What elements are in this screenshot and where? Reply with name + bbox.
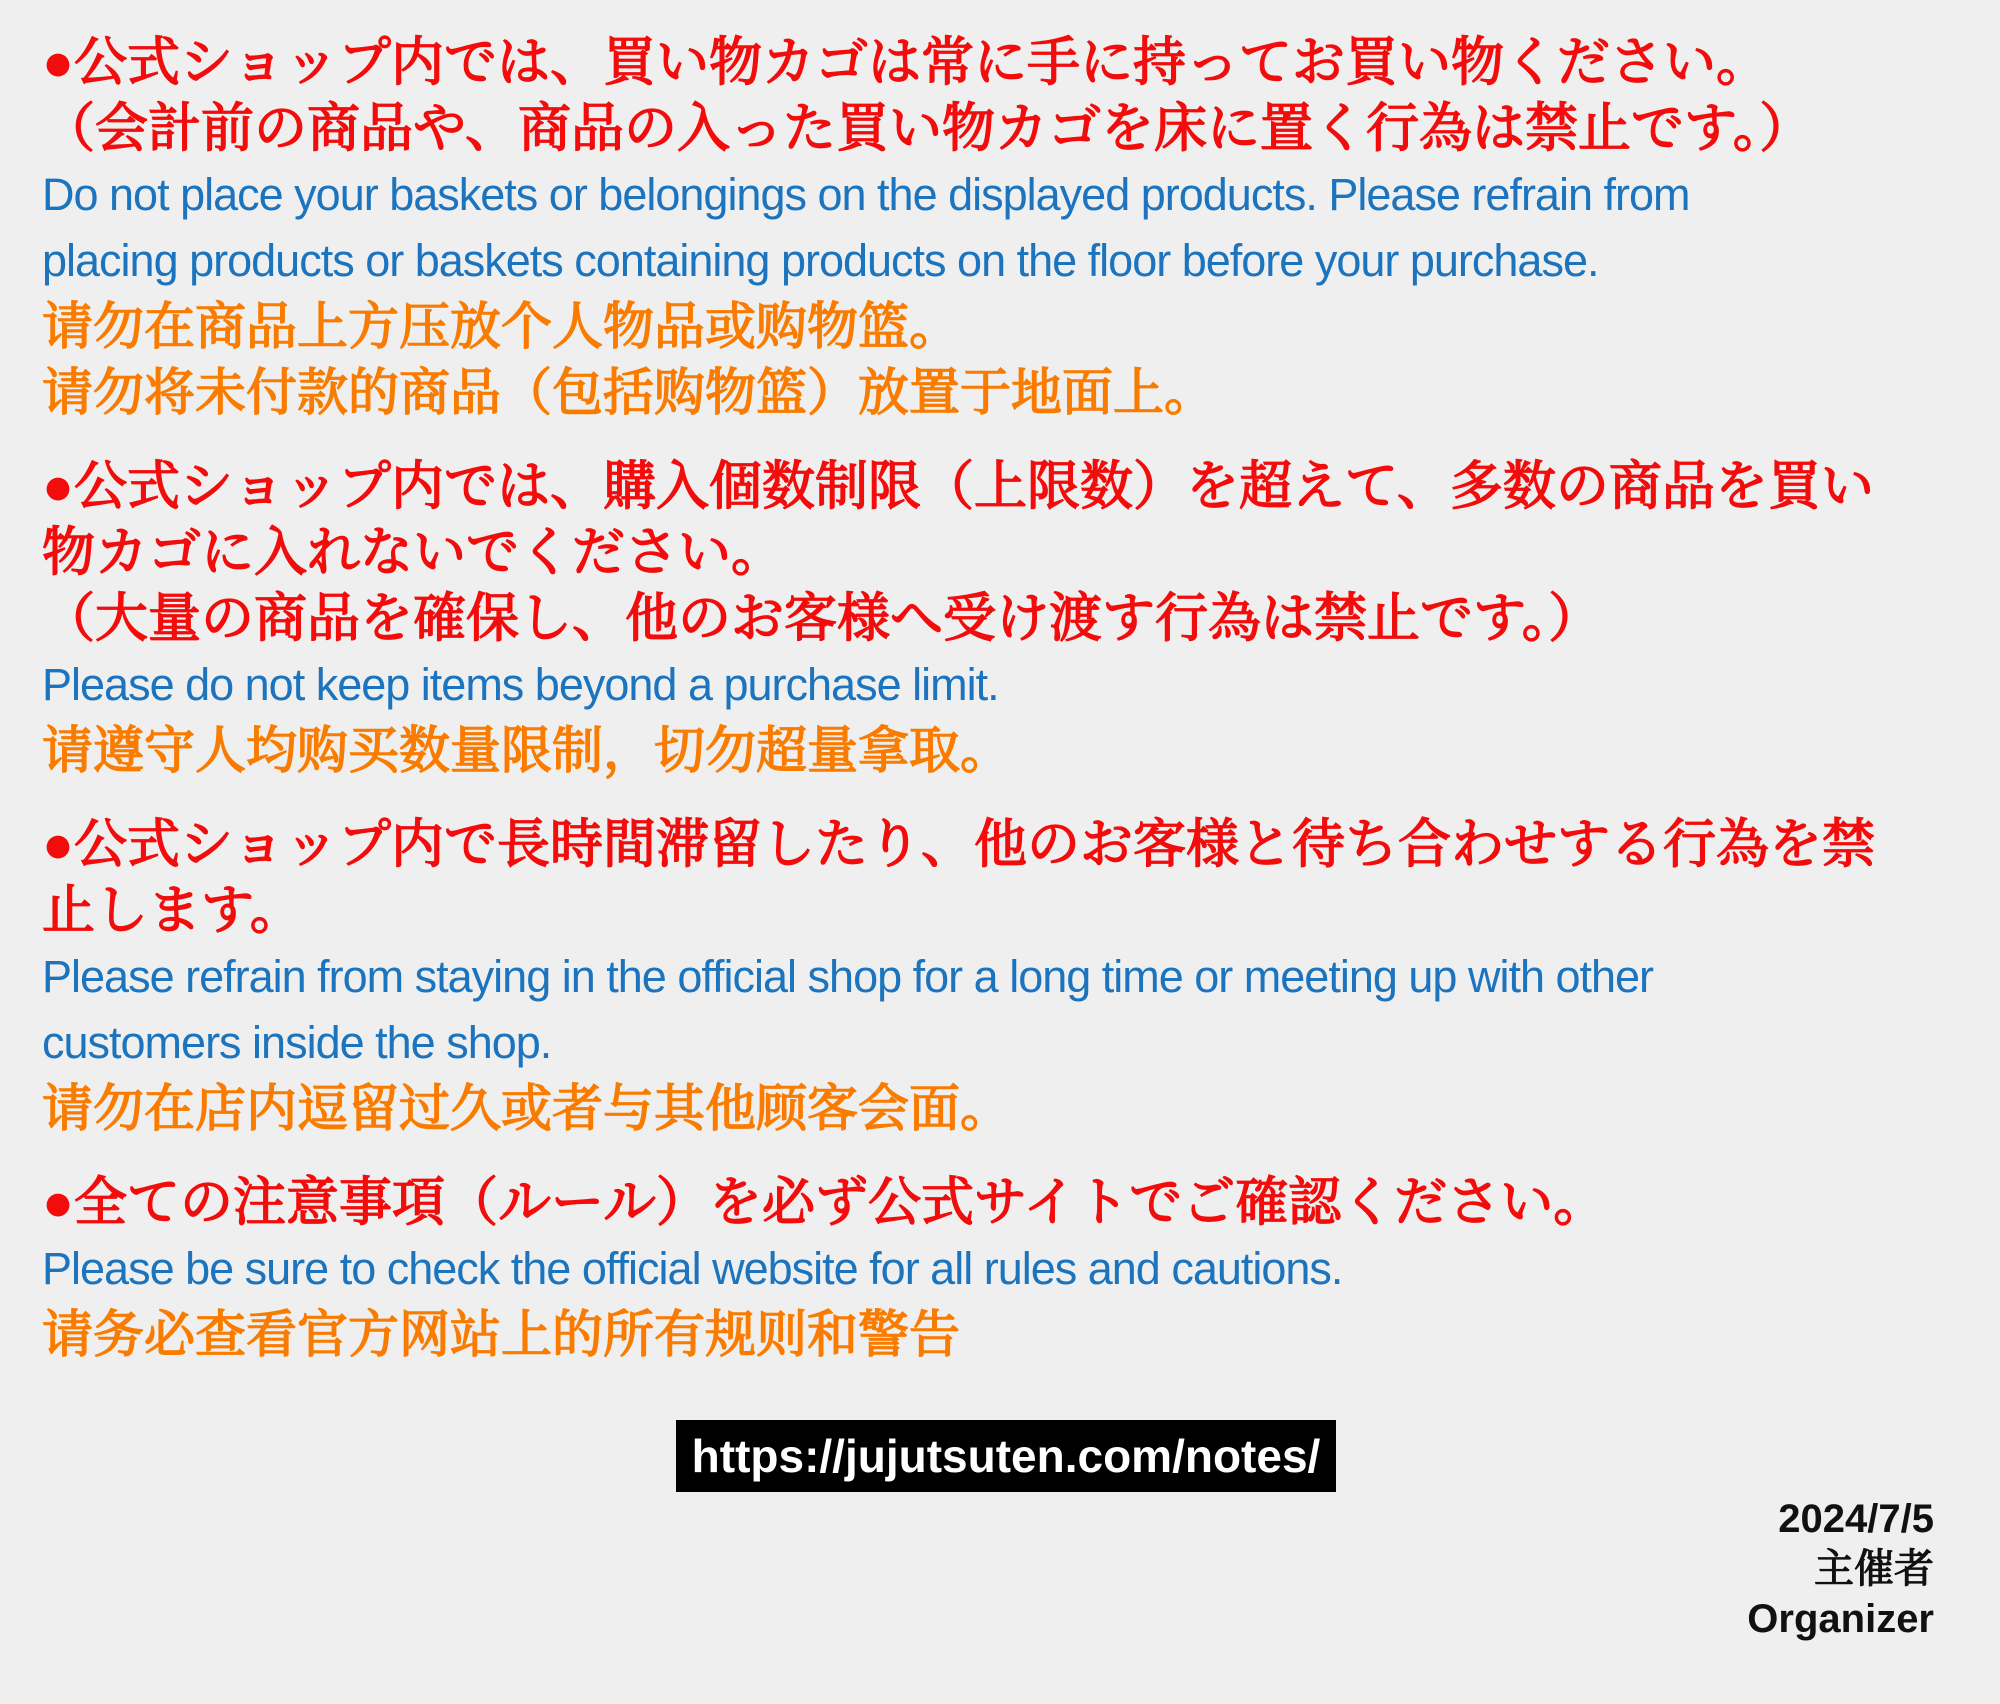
rule-section-check-website (42, 1170, 1970, 1368)
rule2-japanese-line1: ●公式ショップ内では、購入個数制限（上限数）を超えて、多数の商品を買い (42, 457, 1874, 516)
footer-organizer-en: Organizer (1747, 1597, 1934, 1641)
rule3-japanese-line1: ●公式ショップ内で長時間滞留したり、他のお客様と待ち合わせする行為を禁 (42, 815, 1875, 874)
rule1-chinese-line2: 请勿将未付款的商品（包括购物篮）放置于地面上。 (42, 364, 1216, 421)
rule3-chinese-line1: 请勿在店内逗留过久或者与其他顾客会面。 (42, 1080, 1012, 1137)
footer-date: 2024/7/5 (1778, 1497, 1934, 1541)
rule2-chinese-line1: 请遵守人均购买数量限制，切勿超量拿取。 (42, 722, 1012, 779)
rule2-japanese-line3: （大量の商品を確保し、他のお客様へ受け渡す行為は禁止です。） (42, 589, 1602, 648)
rule3-english-line2: customers inside the shop. (42, 1017, 552, 1068)
rule-section-purchase-limit (42, 454, 1970, 784)
rule1-english-line1: Do not place your baskets or belongings on the displayed products. Please refrain from (42, 169, 1690, 220)
rule4-japanese-line1: ●全ての注意事項（ルール）を必ず公式サイトでご確認ください。 (42, 1173, 1607, 1232)
rule1-japanese-line2: （会計前の商品や、商品の入った買い物カゴを床に置く行為は禁止です。） (42, 99, 1813, 158)
rule2-english-line1: Please do not keep items beyond a purchase limit. (42, 659, 999, 710)
notes-url: https://jujutsuten.com/notes/ (676, 1420, 1337, 1492)
rule1-japanese-line1: ●公式ショップ内では、買い物カゴは常に手に持ってお買い物ください。 (42, 33, 1769, 92)
rule-section-baskets (42, 30, 1970, 426)
rule4-chinese-line1: 请务必查看官方网站上的所有规则和警告 (42, 1306, 961, 1363)
rule3-english-line1: Please refrain from staying in the official shop for a long time or meeting up with other (42, 951, 1654, 1002)
rule4-english-line1: Please be sure to check the official website for all rules and cautions. (42, 1243, 1343, 1294)
notes-url-row (42, 1420, 1970, 1492)
rule1-english-line2: placing products or baskets containing products on the floor before your purchase. (42, 235, 1599, 286)
footer-organizer-ja: 主催者 (1814, 1547, 1934, 1591)
footer (42, 1494, 1970, 1644)
rule2-japanese-line2: 物カゴに入れないでください。 (42, 523, 784, 582)
rule3-japanese-line2: 止します。 (42, 881, 303, 940)
rule-section-no-loitering (42, 812, 1970, 1142)
rule1-chinese-line1: 请勿在商品上方压放个人物品或购物篮。 (42, 298, 961, 355)
